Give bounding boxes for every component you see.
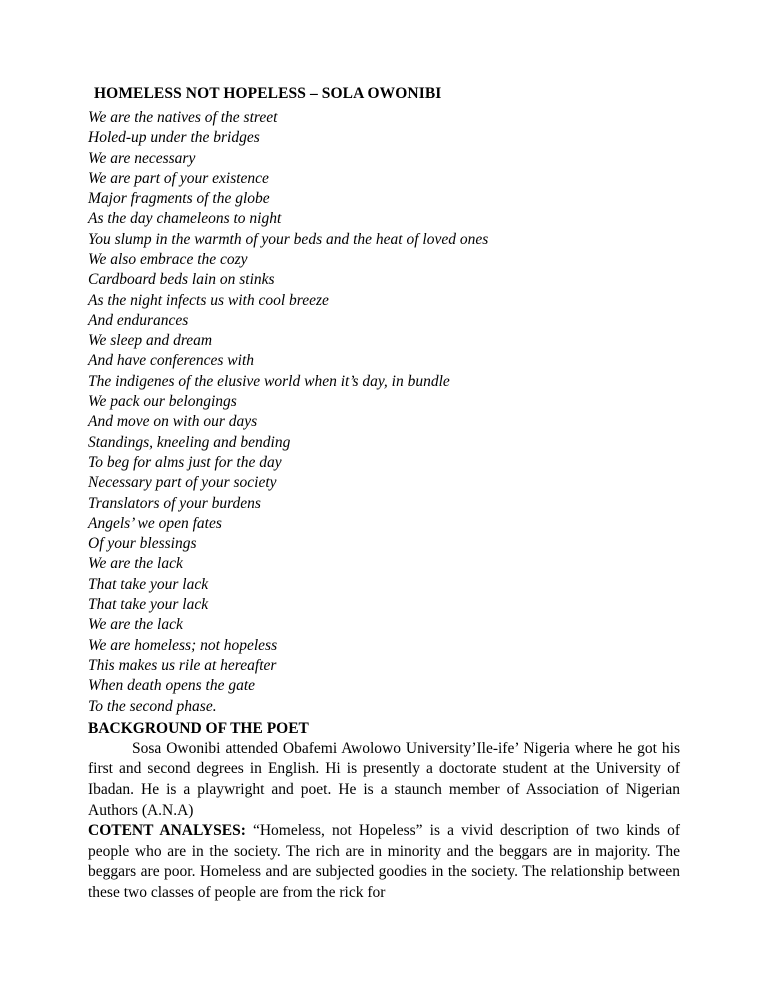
poem-line: Standings, kneeling and bending	[88, 433, 291, 451]
poem-line: The indigenes of the elusive world when it’s day, in bundle	[88, 372, 450, 390]
poem-line: We are the natives of the street	[88, 108, 278, 126]
poem-line: Translators of your burdens	[88, 494, 261, 512]
poem-line: As the day chameleons to night	[88, 210, 282, 228]
background-heading: BACKGROUND OF THE POET	[88, 719, 309, 737]
poem-line: Of your blessings	[88, 535, 197, 553]
poem-line: We sleep and dream	[88, 332, 213, 350]
poem-line: We are homeless; not hopeless	[88, 636, 278, 654]
poem-body	[88, 108, 680, 717]
poem-line: To the second phase.	[88, 697, 217, 715]
poem-line: And endurances	[88, 311, 189, 329]
content-analyses-label: COTENT ANALYSES:	[88, 822, 246, 840]
poem-line: That take your lack	[88, 596, 209, 614]
poem-line: To beg for alms just for the day	[88, 453, 282, 471]
poem-line: You slump in the warmth of your beds and the heat of loved ones	[88, 230, 489, 248]
background-paragraph: Sosa Owonibi attended Obafemi Awolowo University’Ile-ife’ Nigeria where he got his first and second degrees in English. Hi is presently a doctorate student at the University of Ibadan. He is a playwright and poet. He is a staunch member of Association of Nigerian Authors (A.N.A)	[88, 739, 680, 819]
poem-line: Necessary part of your society	[88, 474, 277, 492]
poem-line: As the night infects us with cool breeze	[88, 291, 329, 309]
poem-line: Angels’ we open fates	[88, 514, 222, 532]
poem-line: And have conferences with	[88, 352, 254, 370]
poem-line: Cardboard beds lain on stinks	[88, 271, 275, 289]
poem-line: When death opens the gate	[88, 677, 256, 695]
poem-line: We also embrace the cozy	[88, 251, 248, 268]
poem-line: We are part of your existence	[88, 169, 269, 187]
poem-line: We are the lack	[88, 555, 183, 573]
content-analyses-paragraph	[88, 821, 680, 903]
poem-line: We are the lack	[88, 616, 183, 634]
poem-line: This makes us rile at hereafter	[88, 656, 277, 674]
poem-title: HOMELESS NOT HOPELESS – SOLA OWONIBI	[94, 85, 442, 102]
poem-line: Holed-up under the bridges	[88, 129, 260, 147]
poem-line: That take your lack	[88, 575, 209, 593]
poem-line: We pack our belongings	[88, 393, 237, 411]
poem-line: We are necessary	[88, 149, 196, 167]
poem-line: And move on with our days	[88, 413, 258, 431]
poem-line: Major fragments of the globe	[88, 190, 270, 208]
content-analyses-text: “Homeless, not Hopeless” is a vivid description of two kinds of people who are in the society. The rich are in minority and the beggars are in majority. The beggars are poor. Homeless and are subjected goodies in the society. The relationship between these two classes of people are from the rick for	[88, 822, 680, 901]
